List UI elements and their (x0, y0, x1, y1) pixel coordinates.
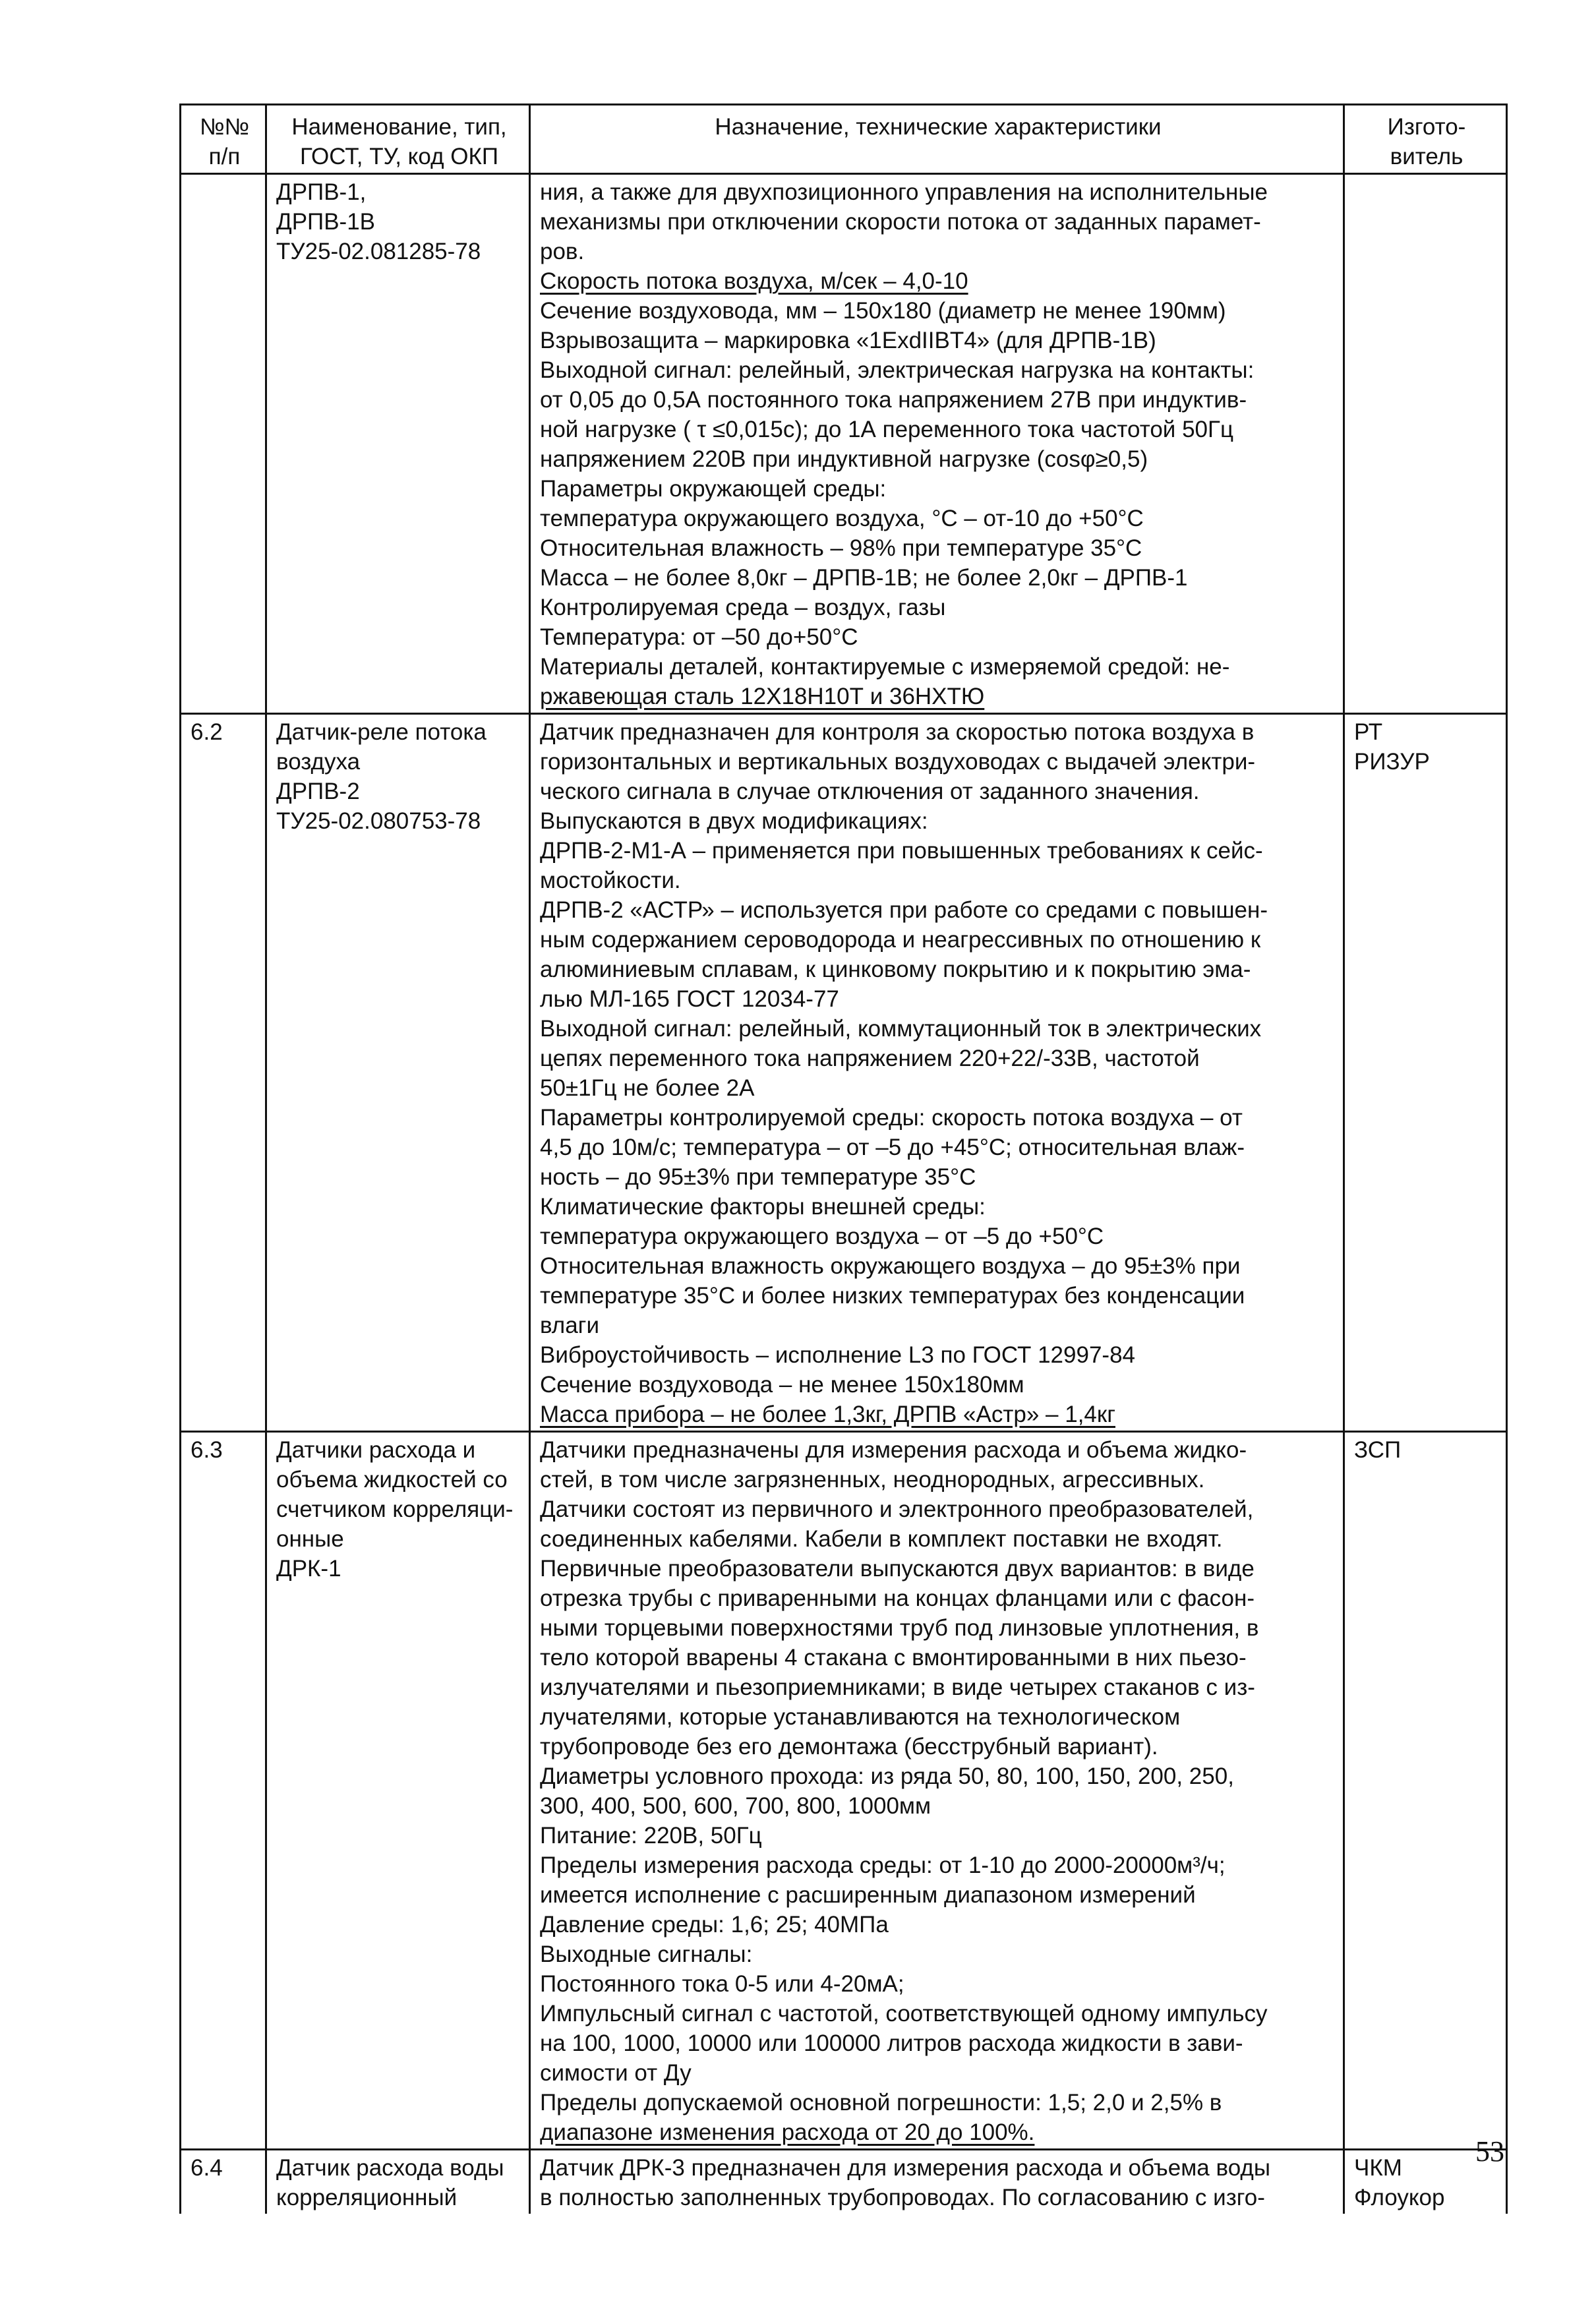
text-line: ДРПВ-2-М1-А – применяется при повышенных требованиях к сейс- (540, 838, 1263, 864)
table-row (181, 1432, 1507, 2150)
header-number (181, 105, 266, 174)
text-line: 4,5 до 10м/с; температура – от –5 до +45°С; относительная влаж- (540, 1135, 1245, 1160)
text-line: температура окружающего воздуха, °С – от-10 до +50°С (540, 506, 1144, 531)
text-line: Пределы допускаемой основной погрешности: 1,5; 2,0 и 2,5% в (540, 2090, 1222, 2116)
row-description (530, 714, 1344, 1432)
text-line: Назначение, технические характеристики (715, 114, 1162, 140)
text-line: витель (1390, 144, 1463, 169)
text-line: симости от Ду (540, 2060, 692, 2086)
text-line: Относительная влажность окружающего воздуха – до 95±3% при (540, 1253, 1241, 1279)
text-line: ДРПВ-1, (276, 179, 367, 205)
text-line: ния, а также для двухпозиционного управления на исполнительные (540, 179, 1268, 205)
text-line: ным содержанием сероводорода и неагрессивных по отношению к (540, 927, 1261, 953)
text-line: ДРПВ-2 (276, 779, 360, 804)
text-line: Датчик ДРК-3 предназначен для измерения расхода и объема воды (540, 2155, 1270, 2181)
row-number (181, 174, 266, 714)
equipment-table (179, 104, 1508, 2214)
text-line: Климатические факторы внешней среды: (540, 1194, 986, 1220)
text-line: Постоянного тока 0-5 или 4-20мА; (540, 1971, 904, 1997)
text-line: счетчиком корреляци- (276, 1496, 514, 1522)
text-line: горизонтальных и вертикальных воздуховодах с выдачей электри- (540, 749, 1256, 775)
text-line: Сечение воздуховода, мм – 150х180 (диаметр не менее 190мм) (540, 298, 1226, 324)
text-line: трубопроводе без его демонтажа (бесструбный вариант). (540, 1734, 1158, 1760)
text-line: ность – до 95±3% при температуре 35°С (540, 1164, 976, 1190)
text-line: Импульсный сигнал с частотой, соответствующей одному импульсу (540, 2001, 1268, 2027)
text-line: Сечение воздуховода – не менее 150х180мм (540, 1372, 1024, 1398)
text-line: стей, в том числе загрязненных, неоднородных, агрессивных. (540, 1467, 1205, 1493)
text-line: Масса – не более 8,0кг – ДРПВ-1В; не более 2,0кг – ДРПВ-1 (540, 565, 1188, 591)
text-line: Первичные преобразователи выпускаются двух вариантов: в виде (540, 1556, 1255, 1582)
row-number: 6.4 (181, 2150, 266, 2214)
text-line: объема жидкостей со (276, 1467, 508, 1493)
text-line: лучателями, которые устанавливаются на технологическом (540, 1704, 1181, 1730)
text-line: Выходные сигналы: (540, 1941, 753, 1967)
header-name (266, 105, 530, 174)
text-line: ржавеющая сталь 12Х18Н10Т и 36НХТЮ (540, 684, 985, 709)
text-line: онные (276, 1526, 344, 1552)
text-line: Выходной сигнал: релейный, коммутационный ток в электрических (540, 1016, 1262, 1042)
text-line: температуре 35°С и более низких температурах без конденсации (540, 1283, 1245, 1309)
text-line: Температура: от –50 до+50°С (540, 624, 858, 650)
text-line: Диаметры условного прохода: из ряда 50, 80, 100, 150, 200, 250, (540, 1763, 1234, 1789)
text-line: Питание: 220В, 50Гц (540, 1823, 762, 1849)
row-description (530, 1432, 1344, 2150)
text-line: диапазоне изменения расхода от 20 до 100%. (540, 2119, 1035, 2145)
text-line: Флоукор (1354, 2185, 1445, 2210)
text-line: воздуха (276, 749, 361, 775)
page-number: 53 (1475, 2135, 1504, 2168)
text-line: влаги (540, 1313, 599, 1338)
text-line: Наименование, тип, (291, 114, 507, 140)
text-line: ной нагрузке ( τ ≤0,015с); до 1А переменного тока частотой 50Гц (540, 417, 1234, 442)
header-purpose (530, 105, 1344, 174)
text-line: корреляционный (276, 2185, 458, 2210)
text-line: Контролируемая среда – воздух, газы (540, 595, 946, 620)
text-line: Давление среды: 1,6; 25; 40МПа (540, 1912, 889, 1938)
text-line: Выпускаются в двух модификациях: (540, 808, 928, 834)
text-line: Датчик-реле потока (276, 719, 487, 745)
text-line: Датчики расхода и (276, 1437, 476, 1463)
text-line: ными торцевыми поверхностями труб под линзовые уплотнения, в (540, 1615, 1259, 1641)
text-line: в полностью заполненных трубопроводах. По согласованию с изго- (540, 2185, 1265, 2210)
text-line: ЗСП (1354, 1437, 1402, 1463)
text-line: цепях переменного тока напряжением 220+22/-33В, частотой (540, 1046, 1200, 1071)
row-name (266, 1432, 530, 2150)
text-line: от 0,05 до 0,5А постоянного тока напряжением 27В при индуктив- (540, 387, 1247, 413)
row-manufacturer (1344, 714, 1507, 1432)
text-line: ров. (540, 239, 585, 264)
text-line: соединенных кабелями. Кабели в комплект поставки не входят. (540, 1526, 1223, 1552)
text-line: Виброустойчивость – исполнение L3 по ГОСТ 12997-84 (540, 1342, 1135, 1368)
text-line: Взрывозащита – маркировка «1ExdIIBT4» (для ДРПВ-1В) (540, 328, 1156, 353)
text-line: Датчик расхода воды (276, 2155, 504, 2181)
text-line: ДРПВ-1В (276, 209, 376, 235)
text-line: п/п (208, 144, 241, 169)
text-line: 50±1Гц не более 2А (540, 1075, 755, 1101)
text-line: Выходной сигнал: релейный, электрическая нагрузка на контакты: (540, 357, 1255, 383)
row-manufacturer (1344, 1432, 1507, 2150)
row-description (530, 2150, 1344, 2214)
text-line: ДРК-1 (276, 1556, 341, 1582)
row-description (530, 174, 1344, 714)
text-line: температура окружающего воздуха – от –5 до +50°С (540, 1224, 1104, 1249)
text-line: ТУ25-02.080753-78 (276, 808, 481, 834)
row-number: 6.2 (181, 714, 266, 1432)
text-line: Параметры контролируемой среды: скорость потока воздуха – от (540, 1105, 1243, 1131)
text-line: ГОСТ, ТУ, код ОКП (299, 144, 498, 169)
text-line: №№ (199, 114, 250, 140)
text-line: напряжением 220В при индуктивной нагрузке (cosφ≥0,5) (540, 446, 1148, 472)
row-name (266, 714, 530, 1432)
header-manufacturer (1344, 105, 1507, 174)
text-line: ДРПВ-2 «АСТР» – используется при работе со средами с повышен- (540, 897, 1268, 923)
text-line: имеется исполнение с расширенным диапазоном измерений (540, 1882, 1196, 1908)
text-line: механизмы при отключении скорости потока от заданных парамет- (540, 209, 1261, 235)
row-number: 6.3 (181, 1432, 266, 2150)
text-line: Скорость потока воздуха, м/сек – 4,0-10 (540, 268, 968, 294)
text-line: Датчики предназначены для измерения расхода и объема жидко- (540, 1437, 1247, 1463)
row-name (266, 2150, 530, 2214)
text-line: ТУ25-02.081285-78 (276, 239, 481, 264)
text-line: алюминиевым сплавам, к цинковому покрытию и к покрытию эма- (540, 957, 1251, 982)
table-header-row (181, 105, 1507, 174)
text-line: Пределы измерения расхода среды: от 1-10 до 2000-20000м³/ч; (540, 1852, 1226, 1878)
text-line: Масса прибора – не более 1,3кг, ДРПВ «Астр» – 1,4кг (540, 1402, 1115, 1427)
text-line: Параметры окружающей среды: (540, 476, 887, 502)
text-line: Датчики состоят из первичного и электронного преобразователей, (540, 1496, 1254, 1522)
text-line: отрезка трубы с приваренными на концах фланцами или с фасон- (540, 1585, 1255, 1611)
table-row (181, 174, 1507, 714)
text-line: тело которой вварены 4 стакана с вмонтированными в них пьезо- (540, 1645, 1247, 1671)
text-line: Изгото- (1387, 114, 1466, 140)
table-row (181, 2150, 1507, 2214)
text-line: на 100, 1000, 10000 или 100000 литров расхода жидкости в зави- (540, 2030, 1243, 2056)
text-line: мостойкости. (540, 868, 681, 893)
text-line: лью МЛ-165 ГОСТ 12034-77 (540, 986, 839, 1012)
text-line: Относительная влажность – 98% при температуре 35°С (540, 535, 1142, 561)
text-line: ЧКМ (1354, 2155, 1402, 2181)
text-line: ческого сигнала в случае отключения от заданного значения. (540, 779, 1200, 804)
text-line: РТ (1354, 719, 1383, 745)
text-line: РИЗУР (1354, 749, 1430, 775)
text-line: излучателями и пьезоприемниками; в виде четырех стаканов с из- (540, 1674, 1255, 1700)
text-line: 300, 400, 500, 600, 700, 800, 1000мм (540, 1793, 931, 1819)
row-manufacturer (1344, 174, 1507, 714)
table-row (181, 714, 1507, 1432)
text-line: Материалы деталей, контактируемые с измеряемой средой: не- (540, 654, 1230, 680)
row-name (266, 174, 530, 714)
text-line: Датчик предназначен для контроля за скоростью потока воздуха в (540, 719, 1255, 745)
